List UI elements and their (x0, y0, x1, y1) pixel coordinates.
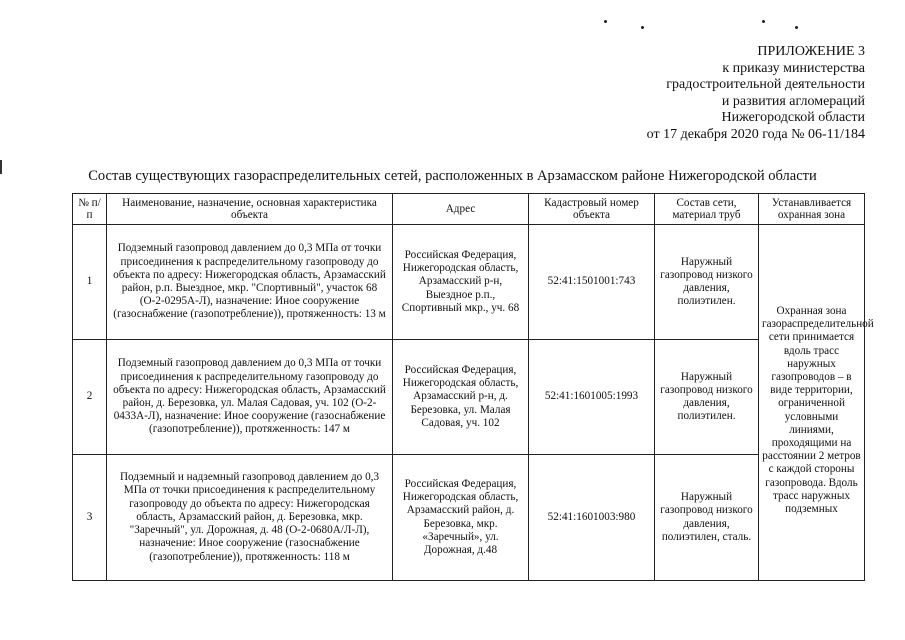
col-header-number: № п/п (73, 194, 107, 225)
cadastral-number: 52:41:1601005:1993 (529, 340, 655, 455)
row-number: 2 (73, 340, 107, 455)
protection-zone-cell (759, 225, 874, 581)
table-header-row (73, 194, 865, 225)
gas-network-table (72, 193, 874, 581)
appendix-line: градостроительной деятельности (666, 77, 865, 93)
object-description: Подземный газопровод давлением до 0,3 МПа от точки присоединения к распределительному газопроводу до объекта по адресу: Нижегородская область, Арзамасский район, д. Березовка, ул. Малая Садовая, уч. 102 (О-2-0433А-Л), назначение: Иное сооружение (газоснабжение (газопотребление)), протяженность: 147 м (107, 340, 393, 455)
cadastral-number: 52:41:1601003:980 (529, 455, 655, 581)
network-composition: Наружный газопровод низкого давления, полиэтилен. (655, 225, 759, 340)
scan-dot (604, 20, 607, 23)
appendix-line: к приказу министерства (722, 60, 865, 76)
document-title: Состав существующих газораспределительных сетей, расположенных в Арзамасском районе Нижегородской области (88, 168, 817, 184)
appendix-header (647, 44, 865, 144)
object-description: Подземный и надземный газопровод давлением до 0,3 МПа от точки присоединения к распределительному газопроводу до объекта по адресу: Нижегородская область, Арзамасский район, д. Березовка, мкр. "Заречный", ул. Дорожная, д. 48 (О-2-0680А/Л-Л), назначение: Иное сооружение (газоснабжение (газопотребление)), протяженность: 118 м (107, 455, 393, 581)
object-address: Российская Федерация, Нижегородская область, Арзамасский р-н, д. Березовка, ул. Малая Садовая, уч. 102 (393, 340, 529, 455)
protection-zone-text: Охранная зона газораспределительной сети принимается вдоль трасс наружных газопроводов – в виде территории, ограниченной условными линиями, проходящими на расстоянии 2 метров с каждой стороны газопровода. Вдоль трасс наружных подземных (762, 305, 874, 516)
scan-dot (795, 26, 798, 29)
appendix-line: Нижегородской области (721, 110, 865, 126)
network-composition: Наружный газопровод низкого давления, полиэтилен. (655, 340, 759, 455)
network-composition: Наружный газопровод низкого давления, полиэтилен, сталь. (655, 455, 759, 581)
object-address: Российская Федерация, Нижегородская область, Арзамасский район, д. Березовка, мкр. «Заречный», ул. Дорожная, д.48 (393, 455, 529, 581)
scan-dot (762, 20, 765, 23)
col-header-address: Адрес (393, 194, 529, 225)
row-number: 1 (73, 225, 107, 340)
appendix-line: и развития агломераций (721, 93, 865, 109)
cadastral-number: 52:41:1501001:743 (529, 225, 655, 340)
table-row (73, 340, 865, 455)
row-number: 3 (73, 455, 107, 581)
table-row (73, 455, 865, 581)
scan-dot (641, 26, 644, 29)
table-row (73, 225, 865, 340)
object-description: Подземный газопровод давлением до 0,3 МПа от точки присоединения к распределительному газопроводу до объекта по адресу: Нижегородская область, Арзамасский район, р.п. Выездное, мкр. "Спортивный", участок 68 (О-2-0295А-Л), назначение: Иное сооружение (газоснабжение (газопотребление)), протяженность: 13 м (107, 225, 393, 340)
col-header-name: Наименование, назначение, основная характеристика объекта (107, 194, 393, 225)
col-header-protection-zone: Устанавливается охранная зона (759, 194, 865, 225)
appendix-title: ПРИЛОЖЕНИЕ 3 (757, 44, 865, 59)
appendix-date-line: от 17 декабря 2020 года № 06-11/184 (646, 126, 865, 142)
col-header-network: Состав сети, материал труб (655, 194, 759, 225)
object-address: Российская Федерация, Нижегородская область, Арзамасский р-н, Выездное р.п., Спортивный мкр., уч. 68 (393, 225, 529, 340)
col-header-cadastral: Кадастровый номер объекта (529, 194, 655, 225)
